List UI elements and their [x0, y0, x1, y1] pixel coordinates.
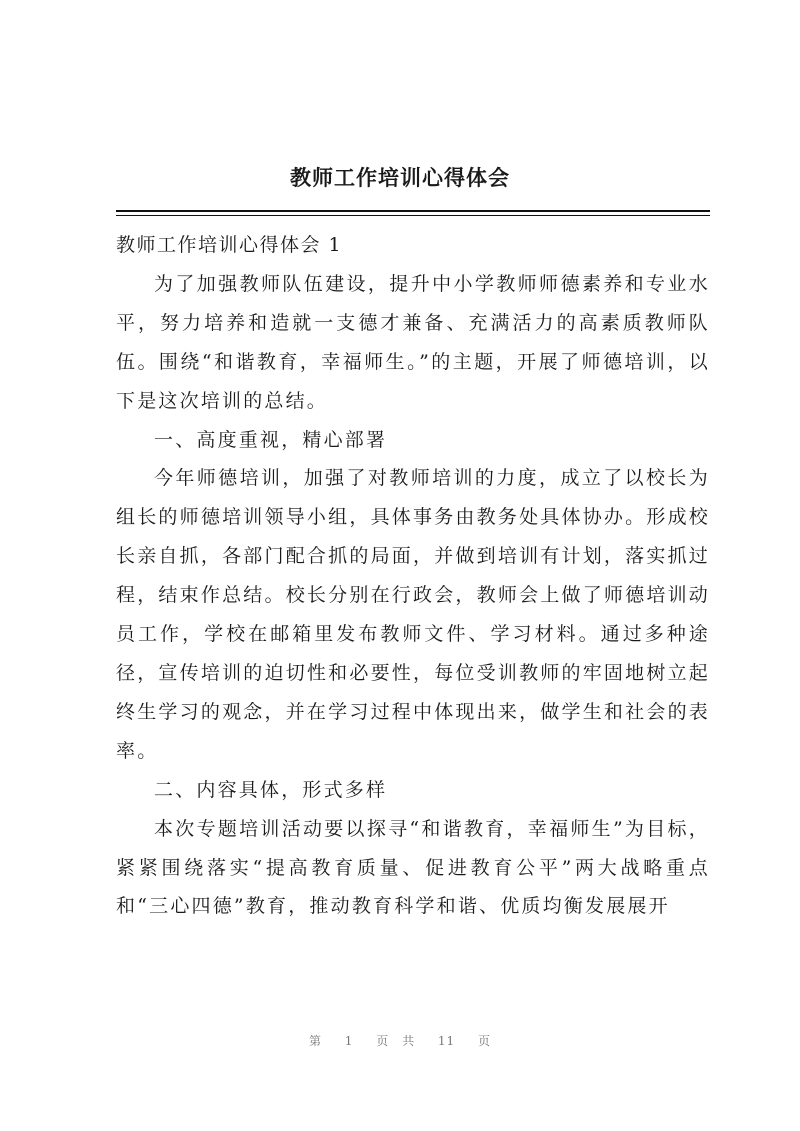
page-footer — [0, 1032, 800, 1049]
footer-label-end: 页 — [478, 1034, 492, 1048]
document-body — [116, 226, 710, 926]
footer-label-page: 第 — [308, 1034, 322, 1048]
paragraph: 为了加强教师队伍建设，提升中小学教师师德素养和专业水平，努力培养和造就一支德才兼备、充满活力的高素质教师队伍。围绕“和谐教育，幸福师生。”的主题，开展了师德培训，以下是这次培训的总结。 — [116, 272, 710, 412]
paragraph: 今年师德培训，加强了对教师培训的力度，成立了以校长为组长的师德培训领导小组，具体事务由教务处具体协办。形成校长亲自抓，各部门配合抓的局面，并做到培训有计划，落实抓过程，结束作总结。校长分别在行政会，教师会上做了师德培训动员工作，学校在邮箱里发布教师文件、学习材料。通过多种途径，宣传培训的迫切性和必要性，每位受训教师的牢固地树立起终生学习的观念，并在学习过程中体现出来，做学生和社会的表率。 — [116, 467, 710, 762]
title-divider — [116, 210, 710, 212]
paragraph: 本次专题培训活动要以探寻“和谐教育，幸福师生”为目标，紧紧围绕落实“提高教育质量、促进教育公平”两大战略重点和“三心四德”教育，推动教育科学和谐、优质均衡发展展开 — [116, 817, 710, 918]
section-heading: 二、内容具体，形式多样 — [154, 778, 388, 801]
title-divider-thin — [116, 215, 710, 216]
document-title: 教师工作培训心得体会 — [290, 165, 510, 190]
footer-current-page: 1 — [344, 1034, 354, 1048]
section-subtitle: 教师工作培训心得体会 1 — [116, 234, 343, 256]
footer-total-pages: 11 — [437, 1034, 456, 1048]
footer-label-of: 页 共 — [376, 1034, 416, 1048]
section-heading: 一、高度重视，精心部署 — [154, 428, 388, 451]
